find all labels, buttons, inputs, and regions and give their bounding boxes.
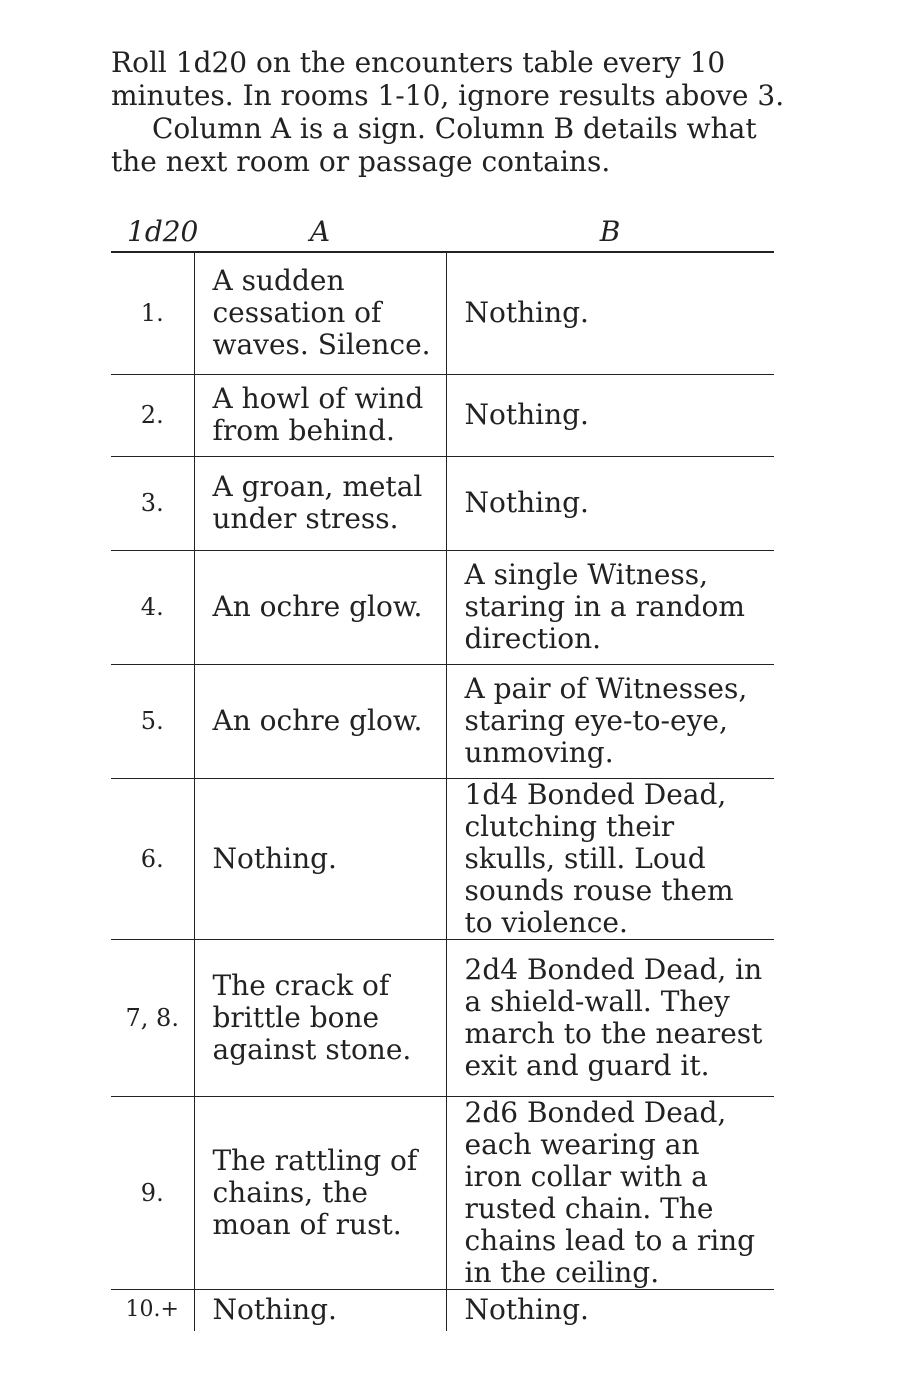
intro-text <box>111 46 791 178</box>
roll-cell: 1. <box>111 252 194 374</box>
contents-cell: A pair of Witnesses, staring eye-to-eye, unmoving. <box>446 664 774 778</box>
roll-cell: 4. <box>111 550 194 664</box>
roll-cell: 9. <box>111 1096 194 1289</box>
table-row <box>111 456 774 550</box>
table-header-row <box>111 213 774 252</box>
contents-cell: Nothing. <box>446 252 774 374</box>
sign-cell: A groan, metal under stress. <box>194 456 446 550</box>
table-row <box>111 664 774 778</box>
header-column-b: B <box>446 213 774 252</box>
encounters-table <box>111 213 774 1331</box>
contents-cell: 2d6 Bonded Dead, each wearing an iron collar with a rusted chain. The chains lead to a ring in the ceiling. <box>446 1096 774 1289</box>
header-column-a: A <box>194 213 446 252</box>
sign-cell: Nothing. <box>194 778 446 939</box>
sign-cell: The rattling of chains, the moan of rust. <box>194 1096 446 1289</box>
intro-paragraph-2: Column A is a sign. Column B details what the next room or passage contains. <box>111 112 757 178</box>
sign-cell: Nothing. <box>194 1289 446 1331</box>
sign-cell: An ochre glow. <box>194 550 446 664</box>
contents-cell: Nothing. <box>464 1293 589 1327</box>
table-row <box>111 252 774 374</box>
table-row <box>111 939 774 1096</box>
roll-cell: 5. <box>111 664 194 778</box>
roll-cell: 10.+ <box>111 1289 194 1331</box>
contents-cell: 2d4 Bonded Dead, in a shield-wall. They march to the nearest exit and guard it. <box>446 939 774 1096</box>
sign-cell: An ochre glow. <box>194 664 446 778</box>
contents-cell: Nothing. <box>446 456 774 550</box>
sign-cell: The crack of brittle bone against stone. <box>194 939 446 1096</box>
contents-cell: 1d4 Bonded Dead, clutching their skulls, still. Loud sounds rouse them to violence. <box>446 778 774 939</box>
table-row <box>111 550 774 664</box>
header-roll: 1d20 <box>111 213 194 252</box>
sign-cell: A howl of wind from behind. <box>194 374 446 456</box>
roll-cell: 7, 8. <box>111 939 194 1096</box>
contents-cell: A single Witness, staring in a random direction. <box>446 550 774 664</box>
table-row <box>111 778 774 939</box>
roll-cell: 3. <box>111 456 194 550</box>
intro-paragraph-1: Roll 1d20 on the encounters table every 10 minutes. In rooms 1-10, ignore results above 3. <box>111 46 785 112</box>
contents-cell: Nothing. <box>446 374 774 456</box>
table-row <box>111 1096 774 1289</box>
sign-cell: A sudden cessation of waves. Silence. <box>194 252 446 374</box>
roll-cell: 2. <box>111 374 194 456</box>
roll-cell: 6. <box>111 778 194 939</box>
table-row <box>111 374 774 456</box>
table-row <box>111 1289 774 1331</box>
